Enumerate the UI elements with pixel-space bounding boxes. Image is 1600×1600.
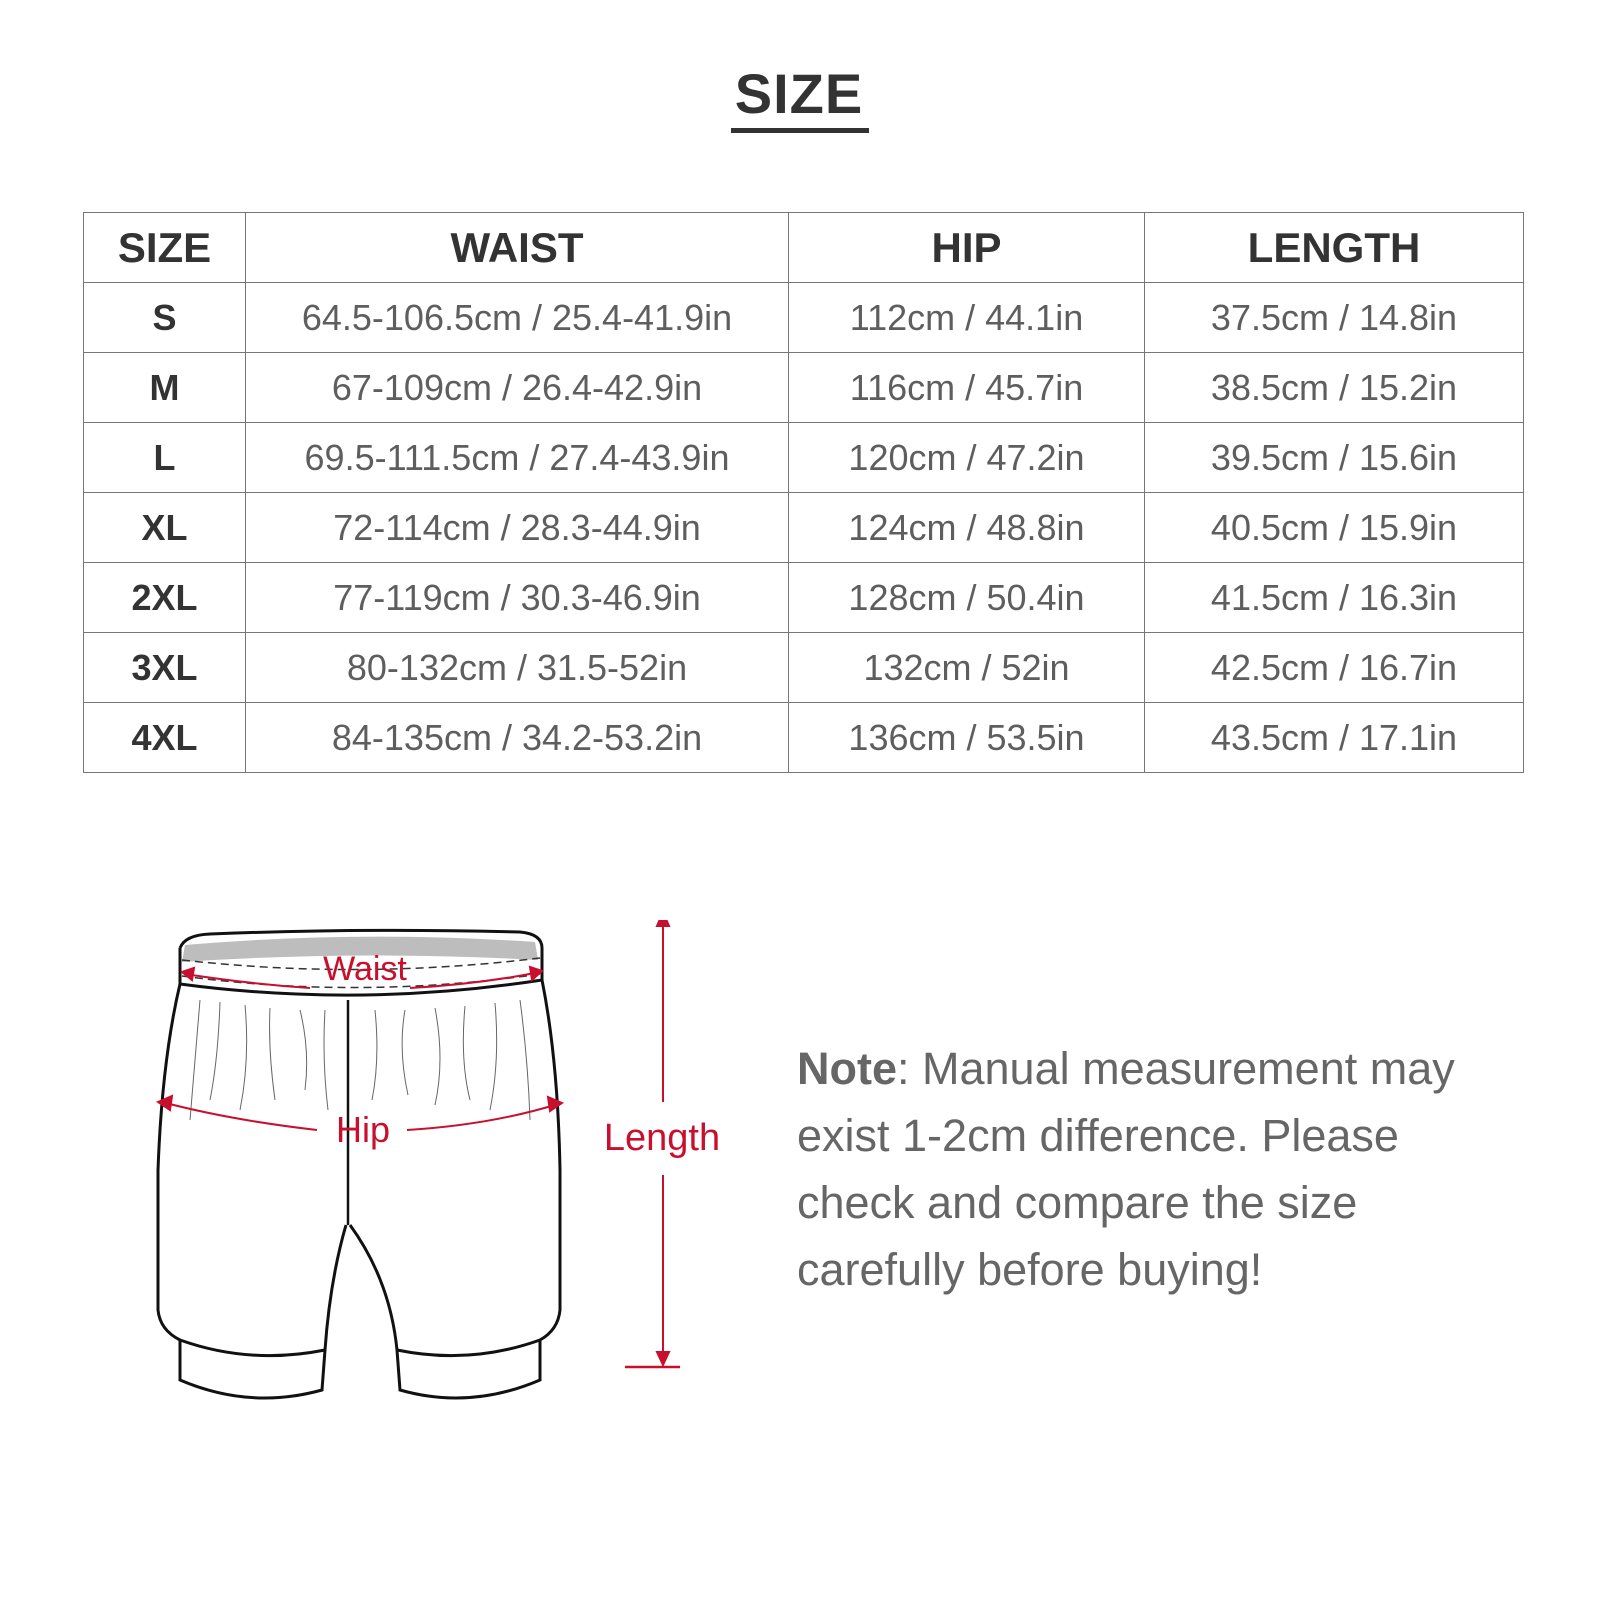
hip-label: Hip (335, 1109, 391, 1150)
cell-hip: 132cm / 52in (789, 633, 1145, 703)
cell-waist: 84-135cm / 34.2-53.2in (246, 703, 789, 773)
length-label: Length (603, 1117, 721, 1159)
cell-hip: 124cm / 48.8in (789, 493, 1145, 563)
waist-label: Waist (323, 950, 407, 988)
cell-hip: 112cm / 44.1in (789, 283, 1145, 353)
cell-hip: 128cm / 50.4in (789, 563, 1145, 633)
cell-length: 40.5cm / 15.9in (1145, 493, 1524, 563)
cell-waist: 69.5-111.5cm / 27.4-43.9in (246, 423, 789, 493)
cell-length: 41.5cm / 16.3in (1145, 563, 1524, 633)
cell-size: XL (84, 493, 246, 563)
header-length: LENGTH (1145, 213, 1524, 283)
cell-waist: 77-119cm / 30.3-46.9in (246, 563, 789, 633)
cell-length: 42.5cm / 16.7in (1145, 633, 1524, 703)
cell-waist: 64.5-106.5cm / 25.4-41.9in (246, 283, 789, 353)
header-hip: HIP (789, 213, 1145, 283)
page-title-wrap (0, 64, 1600, 133)
header-size: SIZE (84, 213, 246, 283)
cell-size: M (84, 353, 246, 423)
cell-hip: 116cm / 45.7in (789, 353, 1145, 423)
table-row (84, 703, 1524, 773)
size-chart-table (83, 212, 1524, 773)
cell-size: 3XL (84, 633, 246, 703)
table-row (84, 493, 1524, 563)
cell-length: 43.5cm / 17.1in (1145, 703, 1524, 773)
table-row (84, 423, 1524, 493)
cell-length: 37.5cm / 14.8in (1145, 283, 1524, 353)
cell-waist: 80-132cm / 31.5-52in (246, 633, 789, 703)
cell-length: 39.5cm / 15.6in (1145, 423, 1524, 493)
measurement-note (797, 1035, 1517, 1303)
note-label: Note (797, 1043, 897, 1094)
cell-size: S (84, 283, 246, 353)
cell-size: L (84, 423, 246, 493)
page-title: SIZE (731, 64, 869, 133)
shorts-diagram (150, 920, 750, 1410)
cell-waist: 72-114cm / 28.3-44.9in (246, 493, 789, 563)
cell-hip: 136cm / 53.5in (789, 703, 1145, 773)
table-header-row (84, 213, 1524, 283)
table-row (84, 633, 1524, 703)
table-row (84, 353, 1524, 423)
cell-length: 38.5cm / 15.2in (1145, 353, 1524, 423)
table-row (84, 283, 1524, 353)
header-waist: WAIST (246, 213, 789, 283)
cell-size: 2XL (84, 563, 246, 633)
shorts-outline-icon (158, 930, 560, 1398)
cell-hip: 120cm / 47.2in (789, 423, 1145, 493)
note-text: : Manual measurement may exist 1-2cm difference. Please check and compare the size carefully before buying! (797, 1043, 1455, 1295)
measure-arrows-icon (158, 920, 680, 1367)
table-row (84, 563, 1524, 633)
cell-size: 4XL (84, 703, 246, 773)
cell-waist: 67-109cm / 26.4-42.9in (246, 353, 789, 423)
